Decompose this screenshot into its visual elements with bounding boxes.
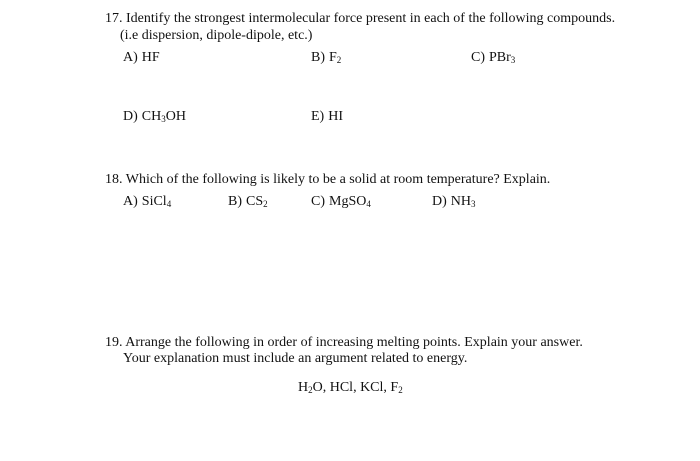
q17-prompt-line1: 17. Identify the strongest intermolecular force present in each of the following compounds. [105,11,616,26]
compound-formula [142,50,160,65]
q19-prompt-line2: Your explanation must include an argument related to energy. [123,351,468,366]
choice-label: A) [123,194,138,209]
compound-formula [142,194,171,209]
choice-label: C) [471,50,485,65]
q19-prompt-line1: 19. Arrange the following in order of increasing melting points. Explain your answer. [105,335,583,350]
q17-prompt-line2: (i.e dispersion, dipole-dipole, etc.) [120,28,313,43]
compound-formula [329,50,341,65]
formula-subscript: 3 [161,114,166,124]
formula-text: HI [328,109,343,124]
formula-subscript: 3 [471,199,476,209]
q18-choice-a [123,194,171,210]
q18-prompt: 18. Which of the following is likely to be a solid at room temperature? Explain. [105,172,551,187]
formula-subscript: 2 [398,385,403,395]
formula-text: PBr [489,50,511,65]
compound-formula [328,109,343,124]
compound-formula [329,194,371,209]
choice-label: E) [311,109,325,124]
choice-label: D) [123,109,138,124]
formula-text: O, HCl, KCl, F [312,380,399,395]
compound-formula [451,194,476,209]
compound-formula [489,50,515,65]
q17-choice-c [471,50,515,66]
formula-text: OH [165,109,186,124]
formula-text: NH [450,194,472,209]
q19-compound-list [298,380,403,396]
q18-choice-c [311,194,371,210]
formula-text: F [329,50,337,65]
choice-label: B) [228,194,242,209]
formula-subscript: 3 [510,55,516,65]
choice-label: C) [311,194,325,209]
formula-text: CH [141,109,162,124]
formula-subscript: 4 [166,199,172,209]
q18-choice-b [228,194,268,210]
compound-formula [246,194,268,209]
choice-label: D) [432,194,447,209]
formula-text: SiCl [141,194,167,209]
formula-text: H [298,380,309,395]
compound-formula [142,109,186,124]
choice-label: B) [311,50,325,65]
q17-choice-d [123,109,186,125]
formula-text: CS [246,194,264,209]
q17-choice-a [123,50,160,66]
formula-text: MgSO [329,194,367,209]
formula-subscript: 2 [308,385,313,395]
q17-choice-e [311,109,343,125]
formula-subscript: 2 [263,199,268,209]
formula-subscript: 2 [336,55,342,65]
formula-text: HF [141,50,160,65]
choice-label: A) [123,50,138,65]
q17-choice-b [311,50,341,66]
q18-choice-d [432,194,476,210]
formula-subscript: 4 [366,199,371,209]
